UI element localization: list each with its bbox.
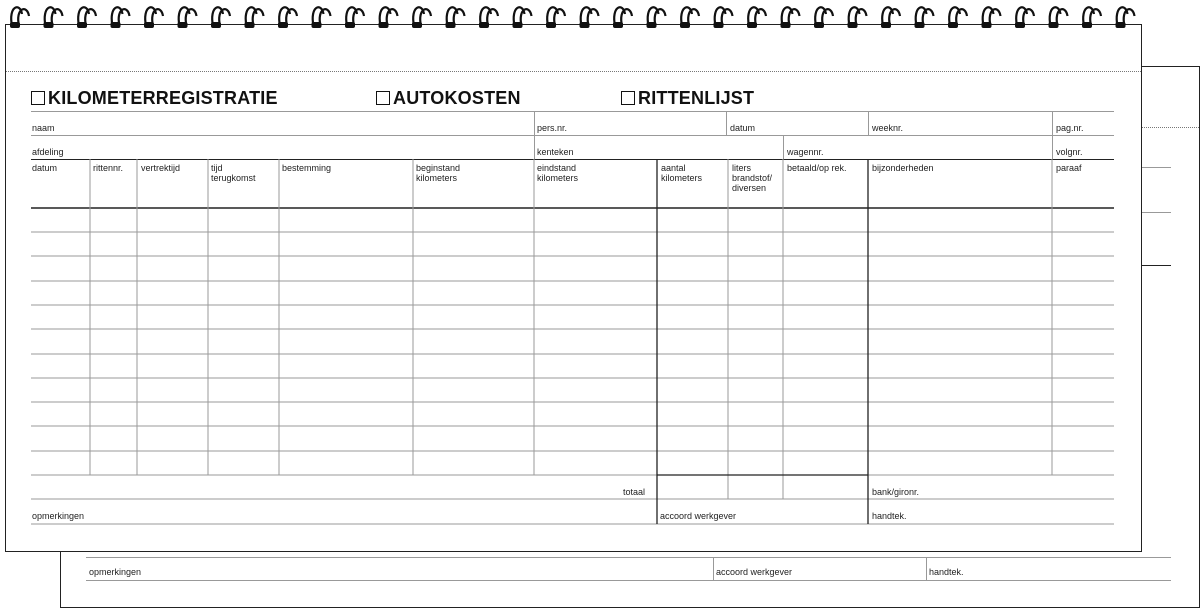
spiral-coil (312, 7, 331, 28)
spiral-coil (211, 7, 230, 28)
spiral-coil (1082, 7, 1101, 28)
spiral-binding (0, 0, 1142, 30)
grid-col-lines-dark (657, 159, 868, 524)
back-handtek-label: handtek. (929, 567, 964, 577)
back-accoord-label: accoord werkgever (716, 567, 793, 577)
spiral-coil (10, 7, 29, 28)
back-col-divider (926, 557, 927, 581)
accoord-werkgever-label: accoord werkgever (660, 511, 737, 521)
pag-nr-label: pag.nr. (1056, 123, 1084, 133)
front-sheet (5, 24, 1142, 552)
spiral-coil (44, 7, 63, 28)
col-bestemming-label: bestemming (282, 163, 332, 173)
spiral-coil (479, 7, 498, 28)
spiral-coil (1015, 7, 1034, 28)
col-aantal-km-label: aantal kilometers (661, 163, 703, 183)
spiral-coil (915, 7, 934, 28)
spiral-coil (77, 7, 96, 28)
col-tijd-terugkomst-label: tijd terugkomst (211, 163, 256, 183)
spiral-coil (982, 7, 1001, 28)
volgnr-label: volgnr. (1056, 147, 1083, 157)
spiral-coil (144, 7, 163, 28)
spiral-coil (781, 7, 800, 28)
grid-row-lines (31, 232, 1114, 451)
spiral-coil (379, 7, 398, 28)
back-rule (1141, 212, 1171, 213)
option-label: AUTOKOSTEN (393, 87, 521, 108)
col-beginstand-label: beginstand kilometers (416, 163, 461, 183)
back-rule (1141, 265, 1171, 266)
handtek-label: handtek. (872, 511, 907, 521)
col-vertrektijd-label: vertrektijd (141, 163, 181, 173)
back-perforation (1141, 127, 1199, 128)
spiral-coil (245, 7, 264, 28)
spiral-coil (412, 7, 431, 28)
datum-label: datum (730, 123, 756, 133)
spiral-coil (948, 7, 967, 28)
afdeling-label: afdeling (32, 147, 64, 157)
back-rule (86, 580, 1171, 581)
opmerkingen-label: opmerkingen (32, 511, 85, 521)
spiral-coil (1049, 7, 1068, 28)
spiral-coil (680, 7, 699, 28)
spiral-coil (814, 7, 833, 28)
bank-gironr-label: bank/gironr. (872, 487, 920, 497)
col-bijzonderheden-label: bijzonderheden (872, 163, 934, 173)
spiral-coil (345, 7, 364, 28)
spiral-coil (714, 7, 733, 28)
spiral-coil (513, 7, 532, 28)
col-paraaf-label: paraaf (1056, 163, 1082, 173)
spiral-coil (111, 7, 130, 28)
wagennr-label: wagennr. (787, 147, 824, 157)
spiral-coil (580, 7, 599, 28)
entry-grid (6, 25, 1143, 553)
option-label: RITTENLIJST (638, 87, 755, 108)
spiral-coil (1116, 7, 1135, 28)
col-datum-label: datum (32, 163, 58, 173)
col-liters-label: liters brandstof/ diversen (732, 163, 773, 193)
back-rule (1141, 167, 1171, 168)
back-rule (86, 557, 1171, 558)
spiral-coil (178, 7, 197, 28)
spiral-coil (881, 7, 900, 28)
pers-nr-label: pers.nr. (537, 123, 568, 133)
weeknr-label: weeknr. (872, 123, 904, 133)
col-rittennr-label: rittennr. (93, 163, 124, 173)
back-col-divider (713, 557, 714, 581)
totaal-label: totaal (623, 487, 646, 497)
spiral-coil (613, 7, 632, 28)
back-opmerkingen-label: opmerkingen (89, 567, 142, 577)
spiral-coil (647, 7, 666, 28)
kenteken-label: kenteken (537, 147, 574, 157)
spiral-coil (747, 7, 766, 28)
spiral-coil (446, 7, 465, 28)
spiral-coil (848, 7, 867, 28)
col-betaald-label: betaald/op rek. (787, 163, 847, 173)
spiral-coil (546, 7, 565, 28)
spiral-coil (278, 7, 297, 28)
option-label: KILOMETERREGISTRATIE (48, 87, 278, 108)
col-eindstand-label: eindstand kilometers (537, 163, 579, 183)
naam-label: naam (32, 123, 55, 133)
